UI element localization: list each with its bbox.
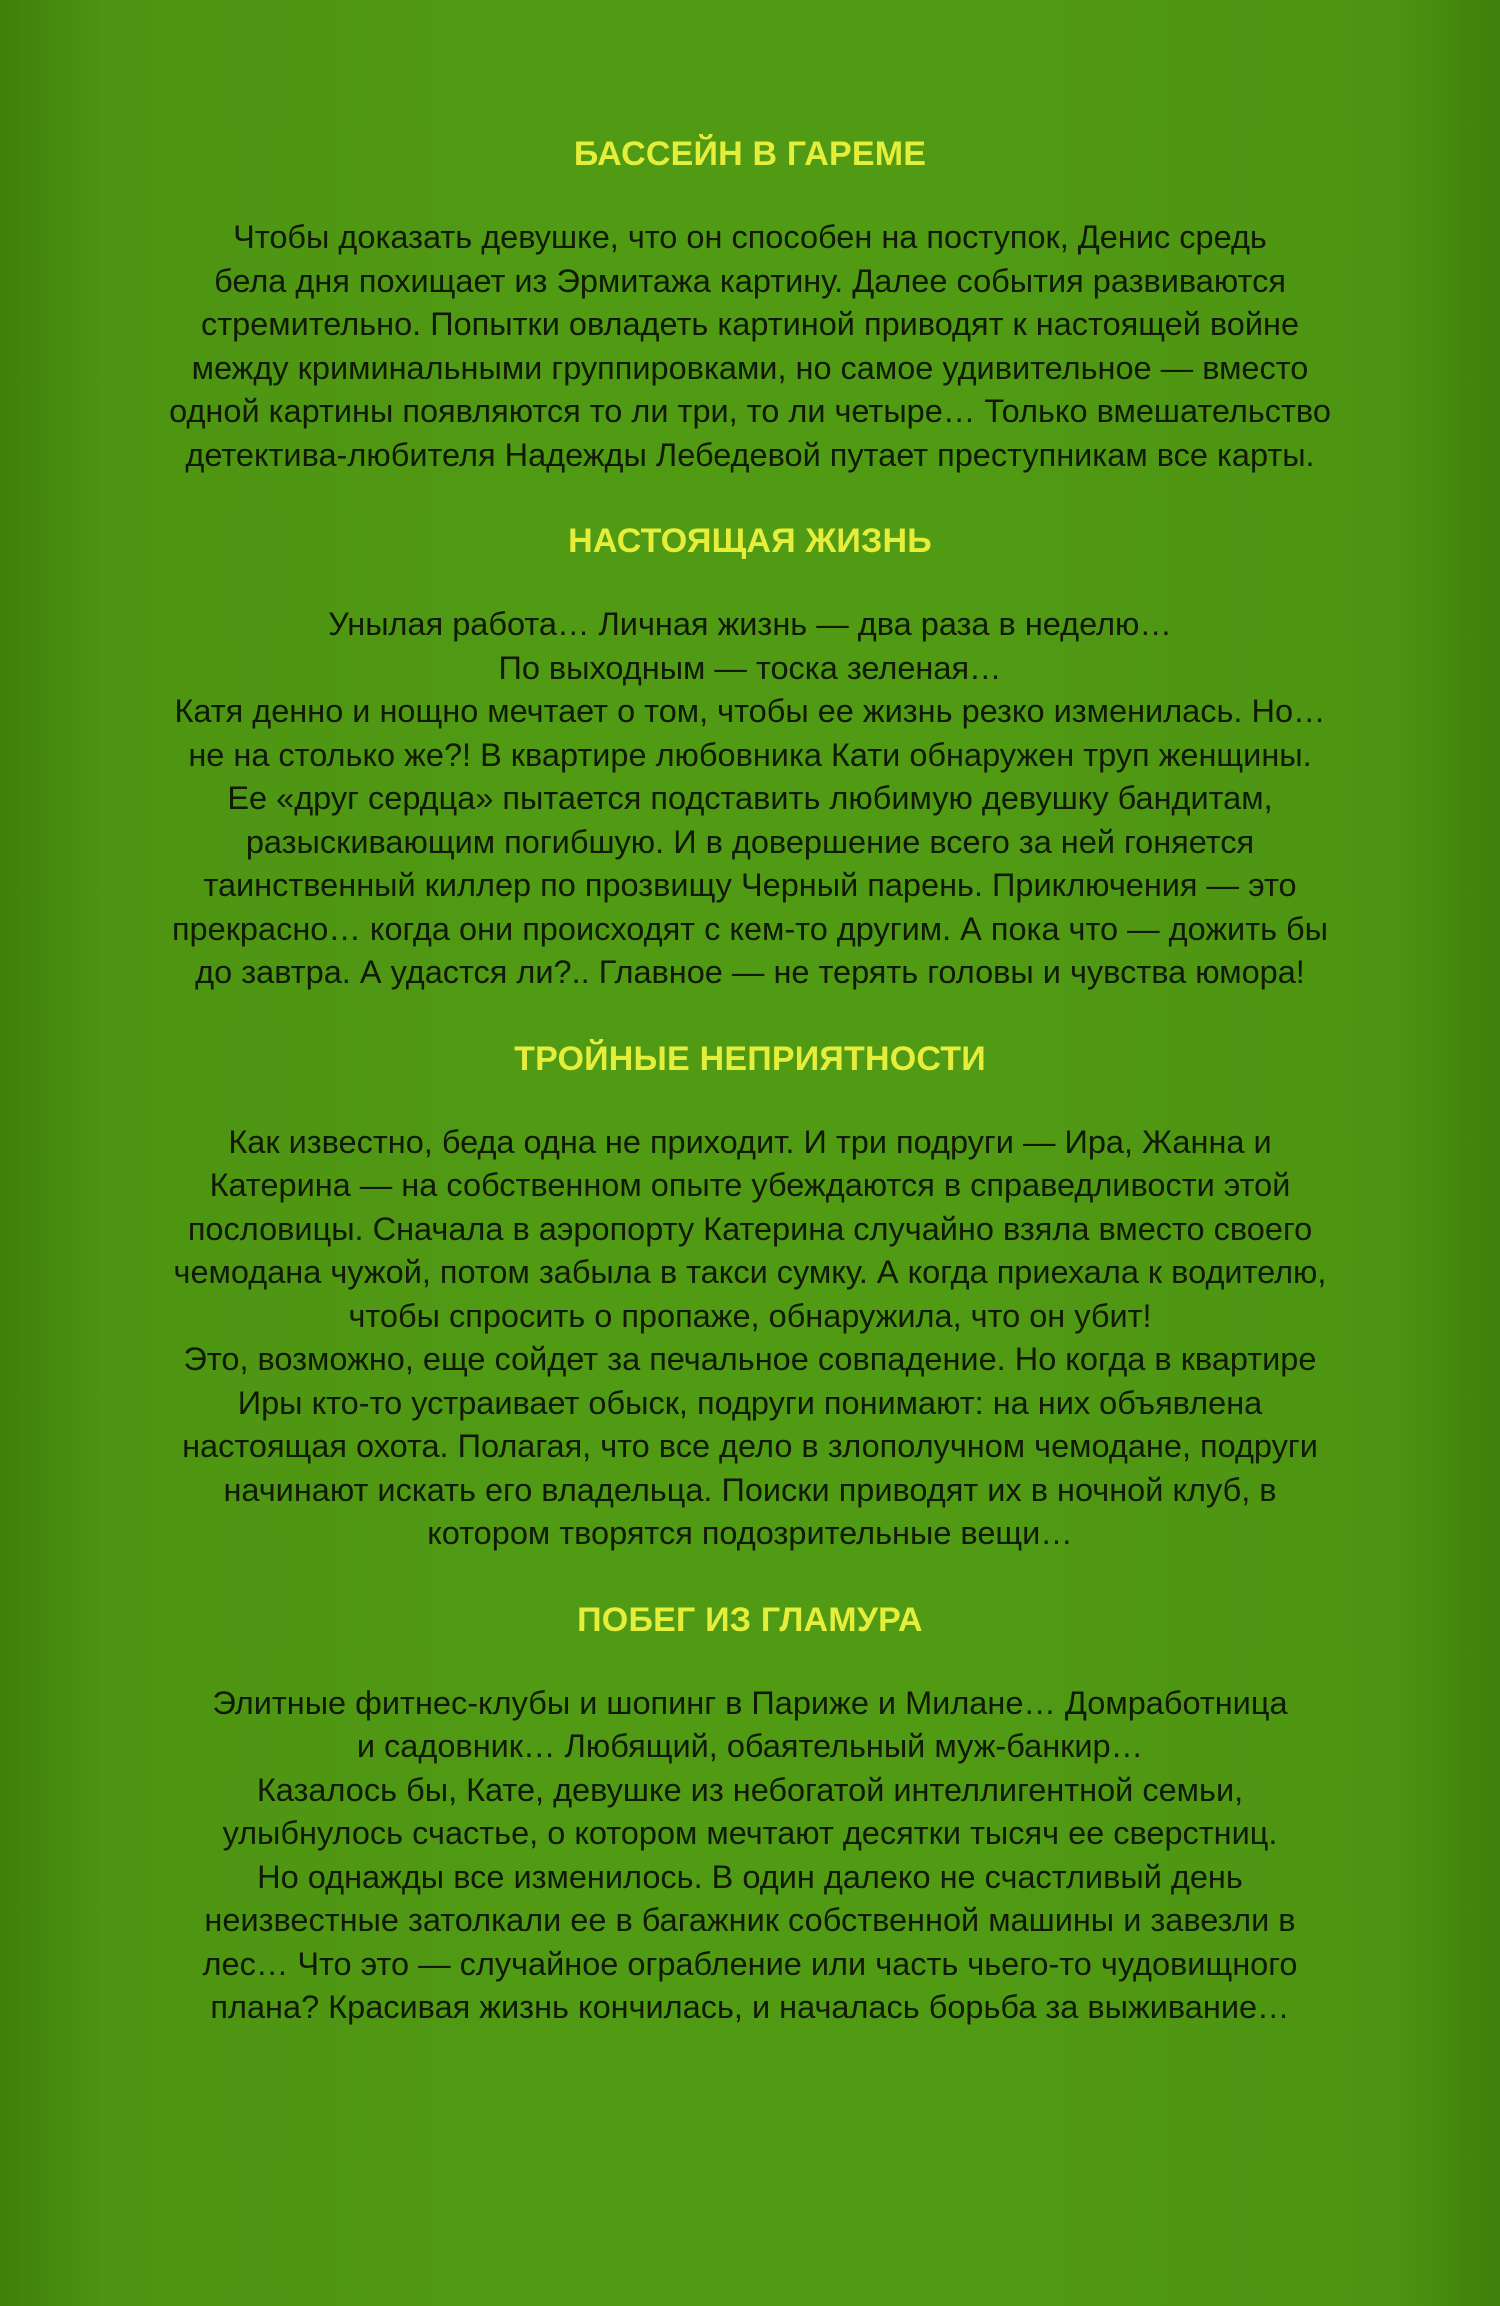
description-line: прекрасно… когда они происходят с кем-то другим. А пока что — дожить бы (171, 910, 1329, 947)
description-line: Ее «друг сердца» пытается подставить любимую девушку бандитам, (227, 780, 1273, 816)
book-description-3 (0, 1121, 1500, 1556)
book-annotation-1 (0, 132, 1500, 477)
description-line: между криминальными группировками, но самое удивительное — вместо (191, 349, 1309, 386)
description-line: чтобы спросить о пропаже, обнаружила, что он убит! (348, 1297, 1152, 1334)
description-line: плана? Красивая жизнь кончилась, и началась борьба за выживание… (210, 1989, 1290, 2025)
book-title-3: ТРОЙНЫЕ НЕПРИЯТНОСТИ (514, 1039, 986, 1078)
description-line: Элитные фитнес-клубы и шопинг в Париже и Милане… Домработница (212, 1684, 1288, 1721)
description-line: чемодана чужой, потом забыла в такси сумку. А когда приехала к водителю, (173, 1254, 1327, 1290)
description-line: котором творятся подозрительные вещи… (427, 1515, 1073, 1551)
description-line: бела дня похищает из Эрмитажа картину. Далее события развиваются (214, 262, 1286, 299)
description-line: Иры кто-то устраивает обыск, подруги понимают: на них объявлена (237, 1384, 1263, 1421)
description-line: Унылая работа… Личная жизнь — два раза в неделю… (328, 606, 1172, 642)
description-line: Это, возможно, еще сойдет за печальное совпадение. Но когда в квартире (183, 1341, 1317, 1377)
book-description-4 (0, 1682, 1500, 2030)
description-line: По выходным — тоска зеленая… (498, 649, 1002, 686)
description-line: Катерина — на собственном опыте убеждаются в справедливости этой (209, 1167, 1291, 1203)
description-line: лес… Что это — случайное ограбление или часть чьего-то чудовищного (202, 1945, 1298, 1982)
book-title-4: ПОБЕГ ИЗ ГЛАМУРА (577, 1600, 923, 1639)
description-line: пословицы. Сначала в аэропорту Катерина случайно взяла вместо своего (187, 1210, 1313, 1247)
description-line: Но однажды все изменилось. В один далеко не счастливый день (257, 1858, 1243, 1895)
description-line: Казалось бы, Кате, девушке из небогатой интеллигентной семьи, (256, 1771, 1244, 1808)
description-line: Как известно, беда одна не приходит. И три подруги — Ира, Жанна и (228, 1123, 1272, 1160)
description-line: и садовник… Любящий, обаятельный муж-банкир… (356, 1728, 1144, 1764)
description-line: одной картины появляются то ли три, то ли четыре… Только вмешательство (169, 393, 1331, 429)
description-line: не на столько же?! В квартире любовника Кати обнаружен труп женщины. (188, 736, 1312, 773)
description-line: разыскивающим погибшую. И в довершение всего за ней гоняется (245, 823, 1255, 860)
description-line: стремительно. Попытки овладеть картиной приводят к настоящей войне (200, 306, 1300, 342)
description-line: таинственный киллер по прозвищу Черный парень. Приключения — это (203, 867, 1297, 903)
description-line: неизвестные затолкали ее в багажник собственной машины и завезли в (204, 1902, 1296, 1938)
description-line: Катя денно и нощно мечтает о том, чтобы ее жизнь резко изменилась. Но… (174, 693, 1326, 729)
description-line: начинают искать его владельца. Поиски приводят их в ночной клуб, в (223, 1471, 1277, 1508)
description-line: настоящая охота. Полагая, что все дело в злополучном чемодане, подруги (182, 1428, 1318, 1464)
description-line: детектива-любителя Надежды Лебедевой путает преступникам все карты. (185, 436, 1315, 473)
book-title-2: НАСТОЯЩАЯ ЖИЗНЬ (568, 522, 932, 560)
book-annotation-2 (0, 519, 1500, 995)
book-annotation-4 (0, 1598, 1500, 2030)
book-annotation-3 (0, 1037, 1500, 1556)
book-description-2 (0, 603, 1500, 995)
description-line: улыбнулось счастье, о котором мечтают десятки тысяч ее сверстниц. (222, 1815, 1278, 1851)
description-line: до завтра. А удастся ли?.. Главное — не терять головы и чувства юмора! (195, 954, 1305, 990)
description-line: Чтобы доказать девушке, что он способен на поступок, Денис средь (233, 219, 1267, 255)
book-title-1: БАССЕЙН В ГАРЕМЕ (573, 135, 927, 173)
book-description-1 (0, 216, 1500, 477)
